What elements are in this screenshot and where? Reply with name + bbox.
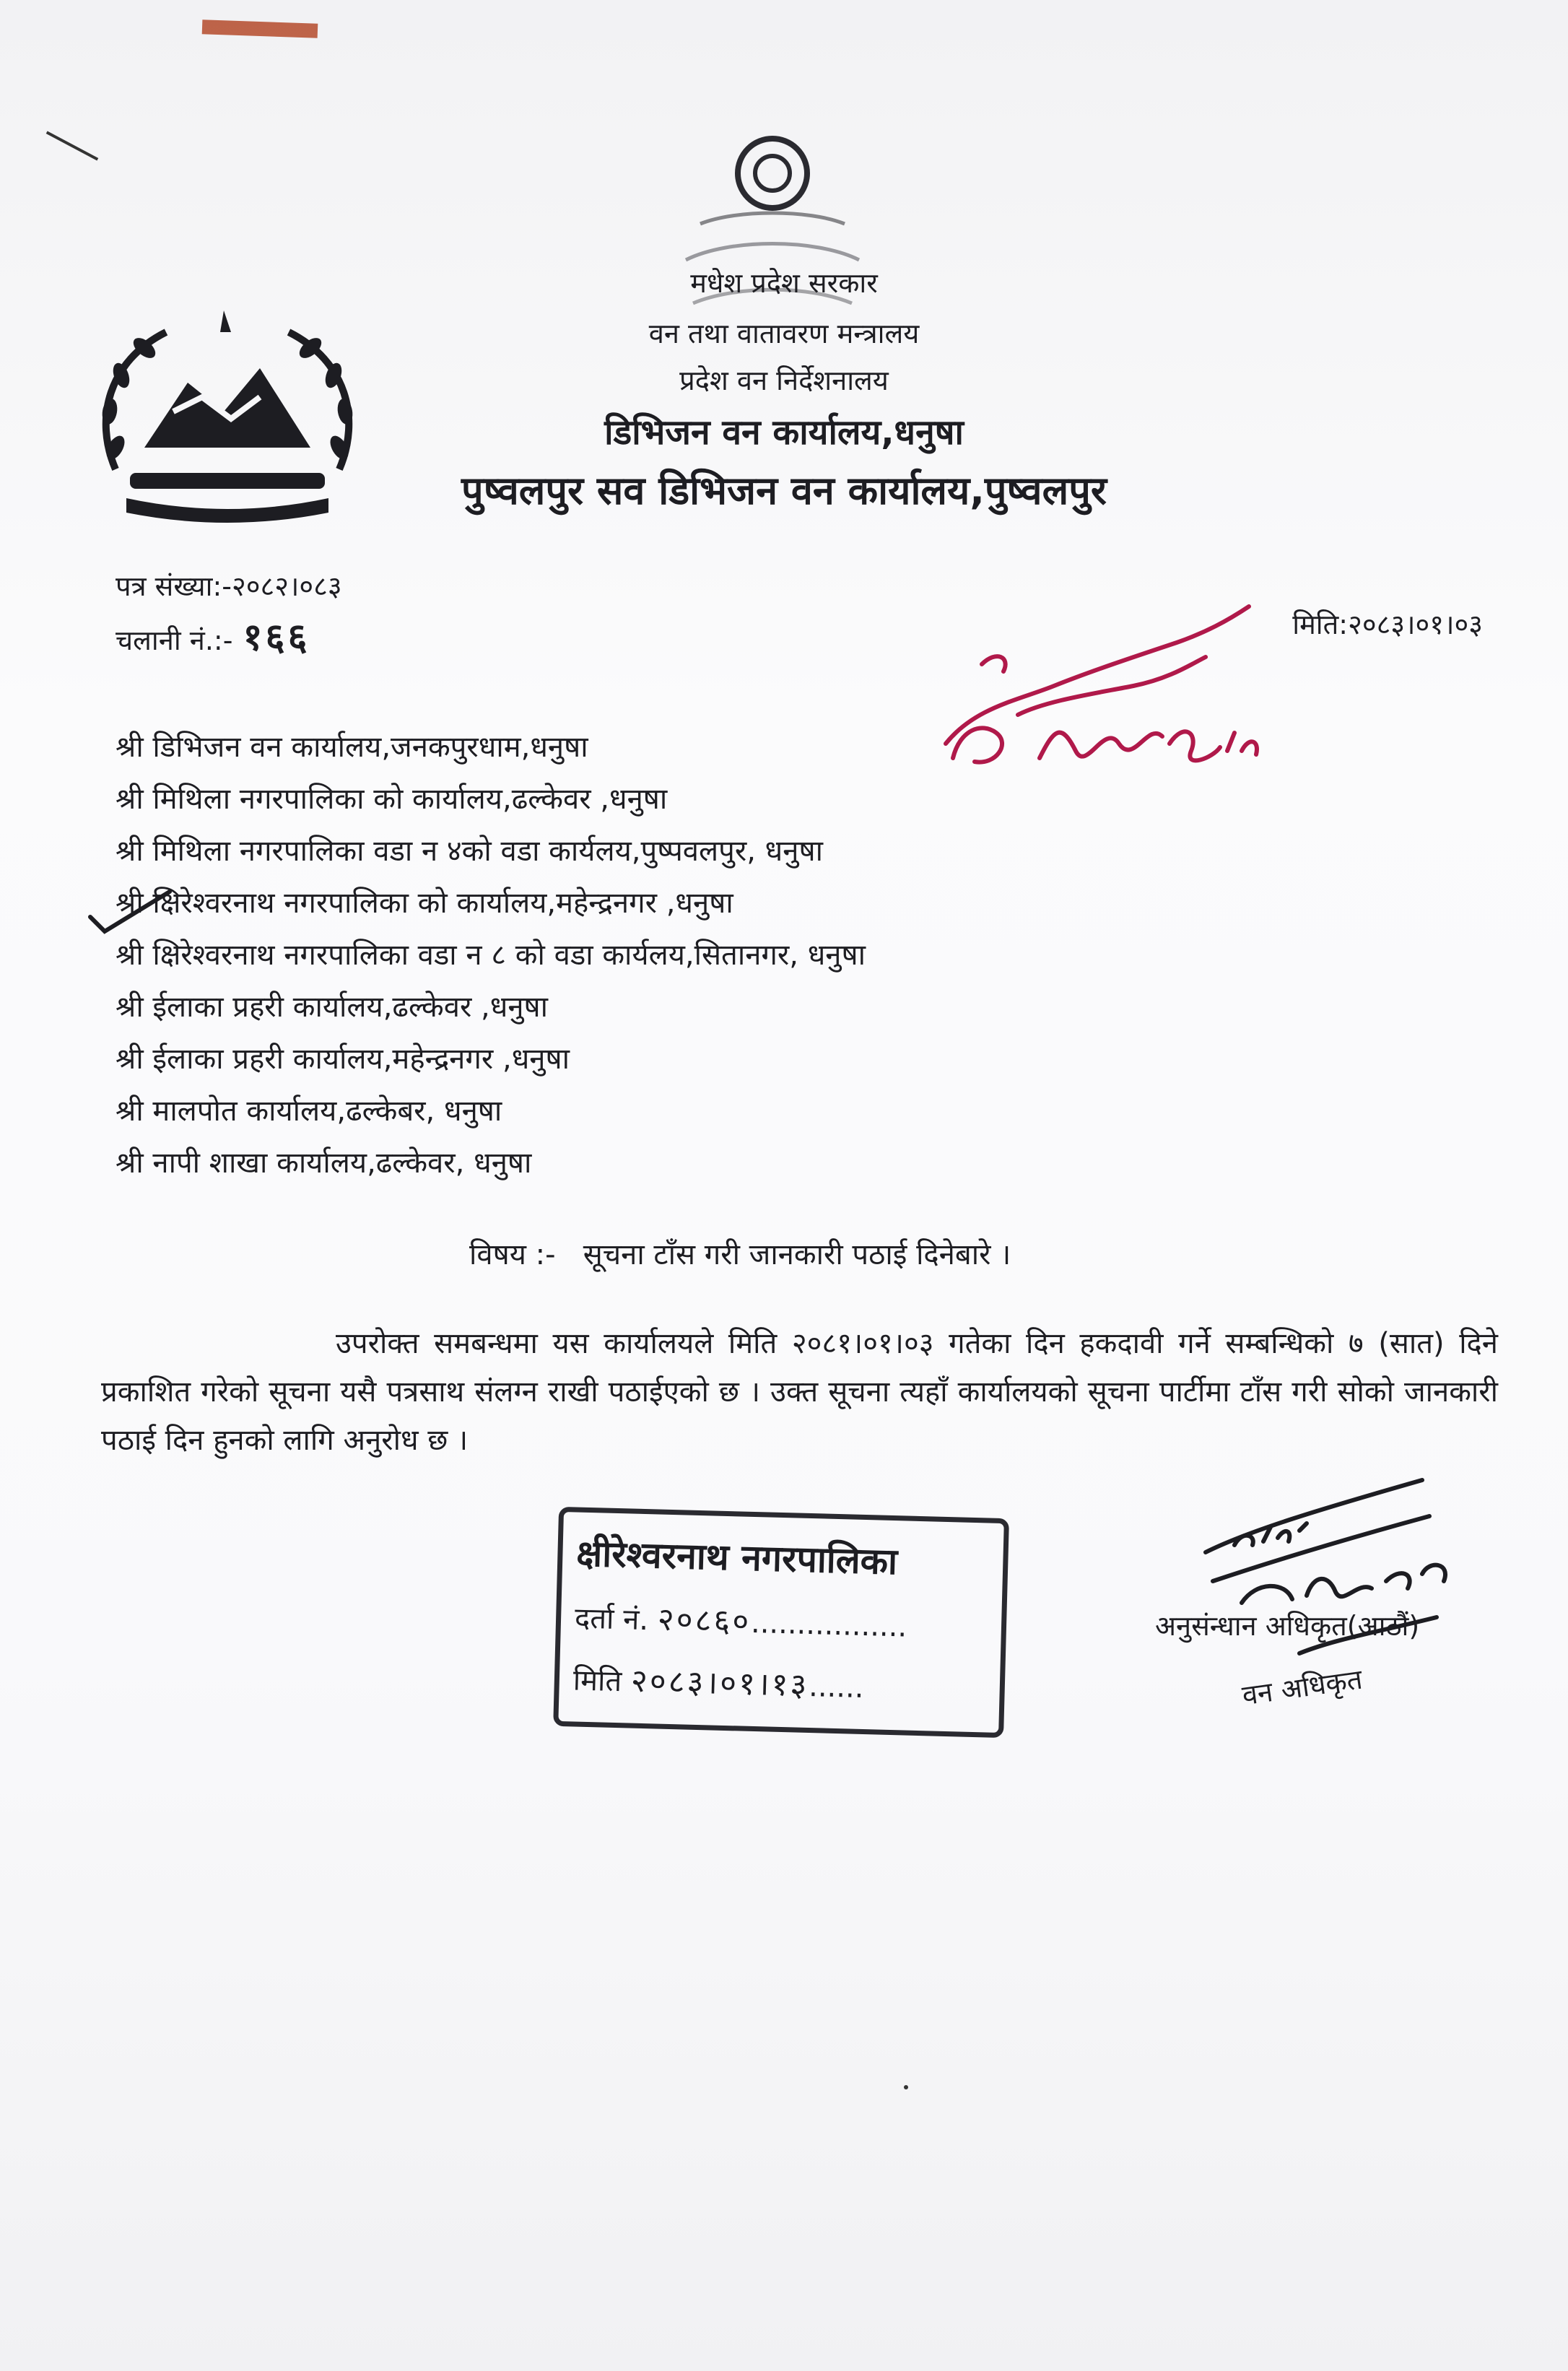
- stamp-date-value: २०८३।०१।१३: [630, 1662, 810, 1705]
- recipient-line: श्री मालपोत कार्यालय,ढल्केबर, धनुषा: [116, 1095, 502, 1128]
- dispatch-number: [116, 610, 310, 661]
- ink-dot: [904, 2085, 908, 2089]
- recipient-line: श्री ईलाका प्रहरी कार्यालय,ढल्केवर ,धनुषा: [116, 991, 549, 1024]
- letterhead-division-office: डिभिजन वन कार्यालय,धनुषा: [604, 412, 964, 453]
- reference-number: [116, 567, 342, 604]
- dispatch-label: चलानी नं.:-: [116, 625, 233, 656]
- letterhead-sub-division-office: पुष्वलपुर सव डिभिजन वन कार्यालय,पुष्वलपुर: [461, 468, 1107, 513]
- letterhead-province: मधेश प्रदेश सरकार: [690, 267, 878, 299]
- reference-label: पत्र संख्या:-: [116, 570, 232, 602]
- date-value: २०८३।०१।०३: [1348, 609, 1483, 640]
- recipient-line: श्री ईलाका प्रहरी कार्यालय,महेन्द्रनगर ,धनुषा: [116, 1043, 570, 1076]
- recipient-line: श्री नापी शाखा कार्यालय,ढल्केवर, धनुषा: [116, 1147, 532, 1180]
- recipient-line: श्री क्षिरेश्वरनाथ नगरपालिका वडा न ८ को वडा कार्यलय,सितानगर, धनुषा: [116, 939, 866, 972]
- signatory-subtitle: वन अधिकृत: [1240, 1663, 1364, 1712]
- recipient-line: श्री डिभिजन वन कार्यालय,जनकपुरधाम,धनुषा: [116, 731, 588, 764]
- subject-text: सूचना टाँस गरी जानकारी पठाई दिनेबारे ।: [583, 1238, 1011, 1271]
- recipient-line: श्री मिथिला नगरपालिका को कार्यालय,ढल्केवर ,धनुषा: [116, 783, 668, 816]
- letterhead-ministry: वन तथा वातावरण मन्त्रालय: [648, 318, 920, 349]
- reference-value: २०८२।०८३: [231, 570, 342, 602]
- tick-mark: [83, 884, 177, 935]
- body-paragraph: उपरोक्त समबन्धमा यस कार्यालयले मिति २०८१।०१।०३ गतेका दिन हकदावी गर्ने सम्बन्धिको ७ (सात) दिने प्रकाशित गरेको सूचना यसै पत्रसाथ संलग्न राखी पठाईएको छ । उक्त सूचना त्यहाँ कार्यालयको सूचना पार्टीमा टाँस गरी सोको जानकारी पठाई दिन हुनको लागि अनुरोध छ ।: [101, 1327, 1498, 1457]
- stamp-date-label: मिति: [572, 1663, 622, 1699]
- stamp-no-value: २०८६०: [657, 1601, 752, 1640]
- letterhead-directorate: प्रदेश वन निर्देशनालय: [679, 365, 889, 396]
- recipient-line: श्री क्षिरेश्वरनाथ नगरपालिका को कार्यालय,महेन्द्रनगर ,धनुषा: [116, 887, 733, 920]
- subject-line: [469, 1233, 1011, 1273]
- stamp-title: क्षीरेश्वरनाथ नगरपालिका: [575, 1532, 898, 1583]
- date-label: मिति:: [1292, 609, 1349, 640]
- letter-date: [1292, 605, 1483, 643]
- dispatch-value: १६६: [243, 615, 310, 659]
- letter-body: [101, 1320, 1498, 1465]
- red-handwritten-endorsement: [931, 578, 1271, 794]
- stamp-registration-date: मिति २०८३।०१।१३......: [572, 1662, 865, 1705]
- pen-scratch: [46, 131, 99, 160]
- registration-stamp: [553, 1507, 1010, 1742]
- signatory-title: अनुसंन्धान अधिकृत(आठौं): [1155, 1610, 1420, 1642]
- subject-label: विषय :-: [469, 1238, 556, 1271]
- recipient-line: श्री मिथिला नगरपालिका वडा न ४को वडा कार्यलय,पुष्पवलपुर, धनुषा: [116, 835, 823, 868]
- stamp-registration-number: दर्ता नं. २०८६०.................: [574, 1601, 907, 1644]
- paper-edge-mark: [202, 19, 318, 38]
- stamp-no-label: दर्ता नं.: [574, 1601, 649, 1637]
